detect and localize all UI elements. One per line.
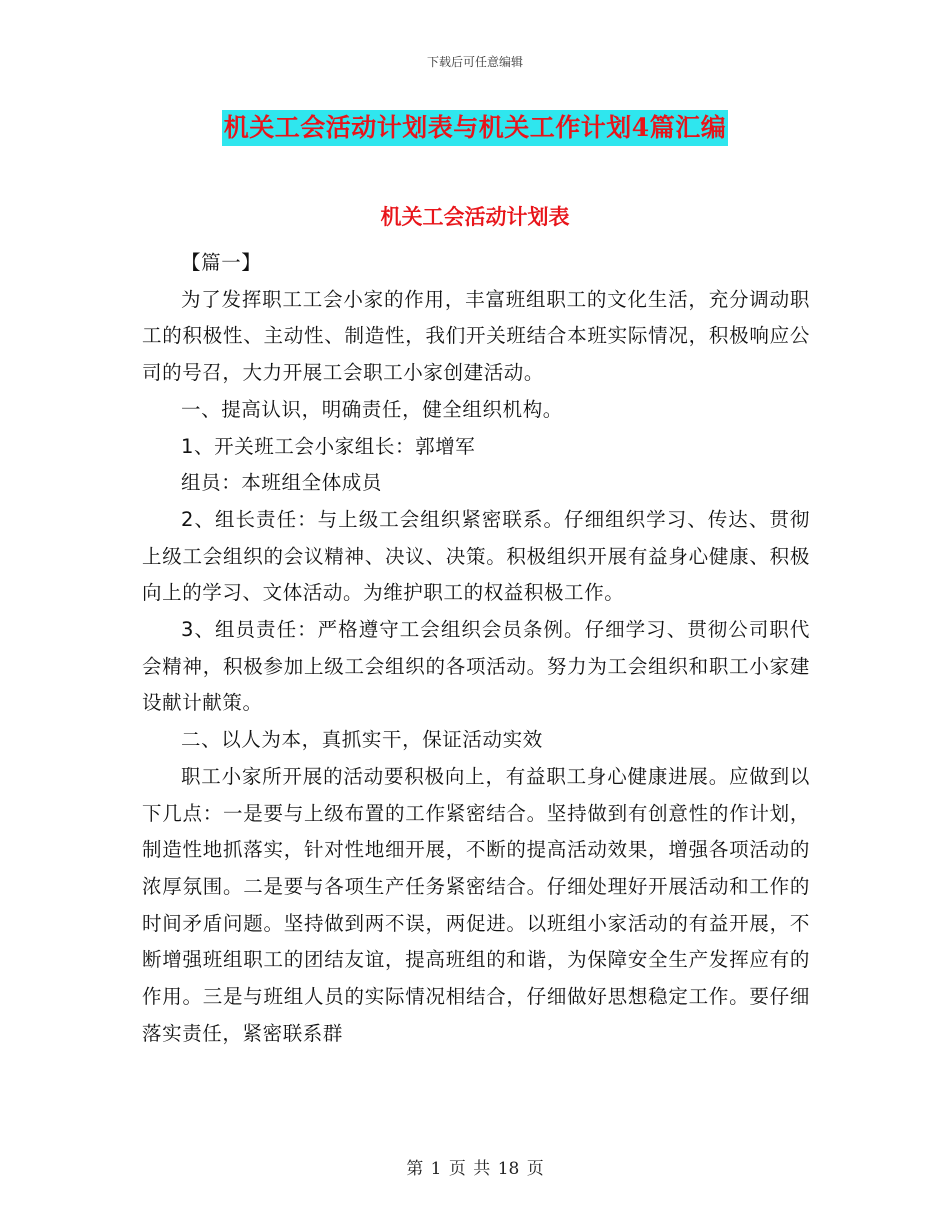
document-title: 机关工会活动计划表与机关工作计划4篇汇编: [222, 110, 728, 146]
paragraph-intro: 为了发挥职工工会小家的作用，丰富班组职工的文化生活，充分调动职工的积极性、主动性、制造性，我们开关班结合本班实际情况，积极响应公司的号召，大力开展工会职工小家创建活动。: [142, 287, 810, 385]
page-footer: 第 1 页 共 18 页: [406, 1159, 544, 1179]
paragraph-heading-1: 一、提高认识，明确责任，健全组织机构。: [181, 397, 563, 421]
paragraph-part-label: 【篇一】: [181, 251, 262, 274]
paragraph-group-members: 组员：本班组全体成员: [181, 471, 383, 495]
header-note: 下载后可任意编辑: [426, 55, 523, 69]
document-body: [142, 245, 810, 1052]
paragraph-activities: 职工小家所开展的活动要积极向上，有益职工身心健康进展。应做到以下几点：一是要与上级布置的工作紧密结合。坚持做到有创意性的作计划，制造性地抓落实，针对性地细开展，不断的提高活动效果，增强各项活动的浓厚氛围。二是要与各项生产任务紧密结合。仔细处理好开展活动和工作的时间矛盾问题。坚持做到两不误，两促进。以班组小家活动的有益开展，不断增强班组职工的团结友谊，提高班组的和谐，为保障安全生产发挥应有的作用。三是与班组人员的实际情况相结合，仔细做好思想稳定工作。要仔细落实责任，紧密联系群: [142, 764, 810, 1045]
section-title: 机关工会活动计划表: [380, 204, 570, 229]
document-title-wrap: [0, 110, 950, 146]
paragraph-heading-2: 二、以人为本，真抓实干，保证活动实效: [181, 728, 543, 752]
paragraph-member-duties: 3、组员责任：严格遵守工会组织会员条例。仔细学习、贯彻公司职代会精神，积极参加上级工会组织的各项活动。努力为工会组织和职工小家建设献计献策。: [142, 618, 810, 715]
paragraph-group-leader: 1、开关班工会小家组长：郭增军: [181, 434, 476, 458]
paragraph-leader-duties: 2、组长责任：与上级工会组织紧密联系。仔细组织学习、传达、贯彻上级工会组织的会议精神、决议、决策。积极组织开展有益身心健康、积极向上的学习、文体活动。为维护职工的权益积极工作。: [142, 507, 810, 605]
